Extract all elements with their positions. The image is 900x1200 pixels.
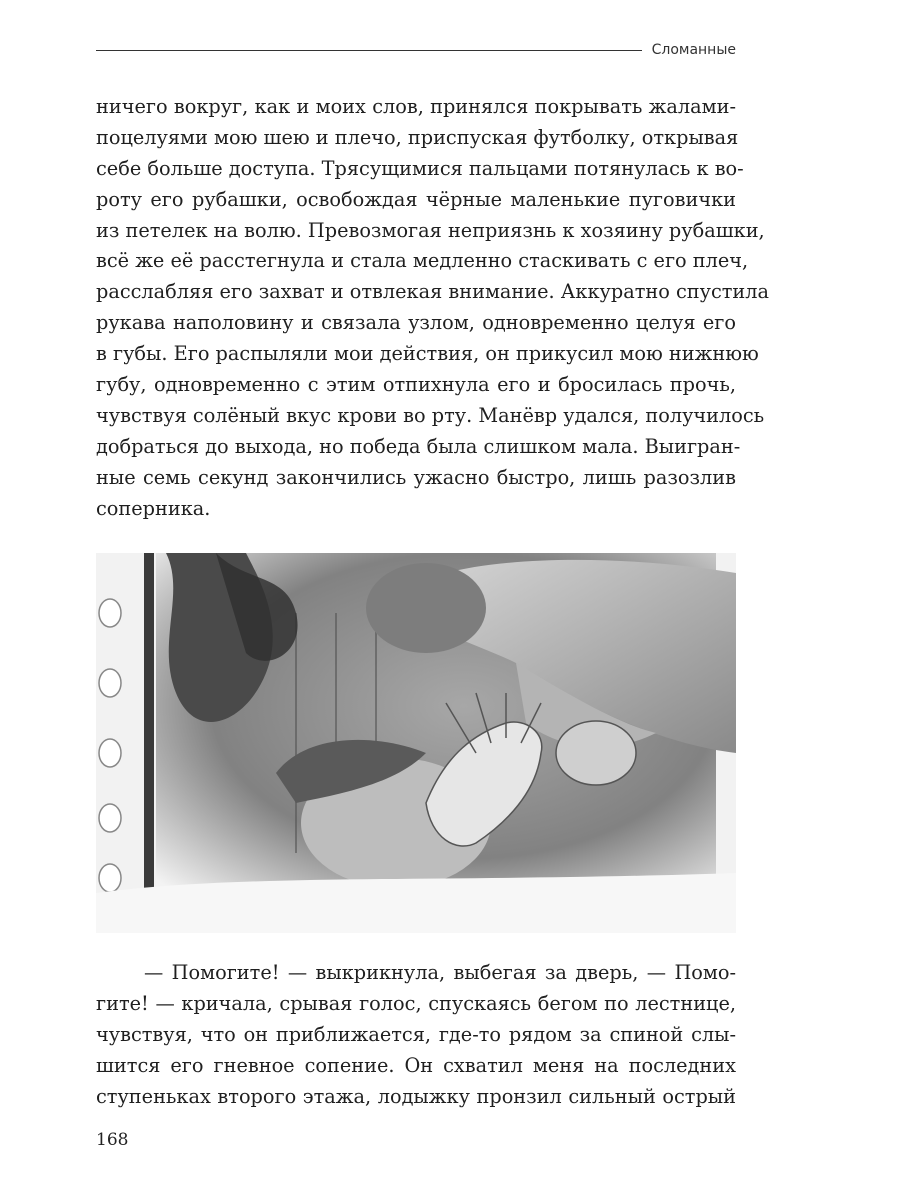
- text-line: добраться до выхода, но победа была слишком мала. Выигран-: [96, 434, 741, 458]
- text-line: всё же её расстегнула и стала медленно стаскивать с его плеч,: [96, 249, 749, 273]
- text-line: в губы. Его распыляли мои действия, он прикусил мою нижнюю: [96, 342, 759, 366]
- header-rule: [96, 50, 642, 51]
- running-head: [96, 36, 736, 64]
- text-line: губу, одновременно с этим отпихнула его и бросилась прочь,: [96, 373, 736, 397]
- text-line: роту его рубашки, освобождая чёрные маленькие пуговички: [96, 187, 736, 211]
- running-title: Сломанные: [651, 42, 736, 58]
- text-line: ступеньках второго этажа, лодыжку пронзил сильный острый: [96, 1084, 736, 1108]
- text-line: шится его гневное сопение. Он схватил меня на последних: [96, 1053, 736, 1077]
- text-line: соперника.: [96, 496, 211, 520]
- text-line: себе больше доступа. Трясущимися пальцами потянулась к во-: [96, 156, 744, 180]
- text-line: чувствуя солёный вкус крови во рту. Манёвр удался, получилось: [96, 403, 765, 427]
- text-line: — Помогите! — выкрикнула, выбегая за дверь, — Помо-: [144, 961, 736, 984]
- paragraph-2: [96, 958, 736, 1112]
- text-line: рукава наполовину и связала узлом, одновременно целуя его: [96, 311, 736, 335]
- text-line: чувствуя, что он приближается, где-то рядом за спиной слы-: [96, 1022, 736, 1046]
- text-line: ничего вокруг, как и моих слов, принялся покрывать жалами-: [96, 95, 736, 118]
- text-line: ные семь секунд закончились ужасно быстро, лишь разозлив: [96, 465, 736, 489]
- illustration: [96, 553, 736, 933]
- text-line: поцелуями мою шею и плечо, приспуская футболку, открывая: [96, 125, 739, 149]
- text-line: расслабляя его захват и отвлекая внимание. Аккуратно спустила: [96, 280, 769, 304]
- page-number: 168: [96, 1130, 129, 1150]
- text-line: из петелек на волю. Превозмогая неприязнь к хозяину рубашки,: [96, 218, 765, 242]
- text-line: гите! — кричала, срывая голос, спускаясь бегом по лестнице,: [96, 991, 736, 1015]
- illustration-drawing: [96, 553, 736, 933]
- paragraph-1: [96, 92, 769, 524]
